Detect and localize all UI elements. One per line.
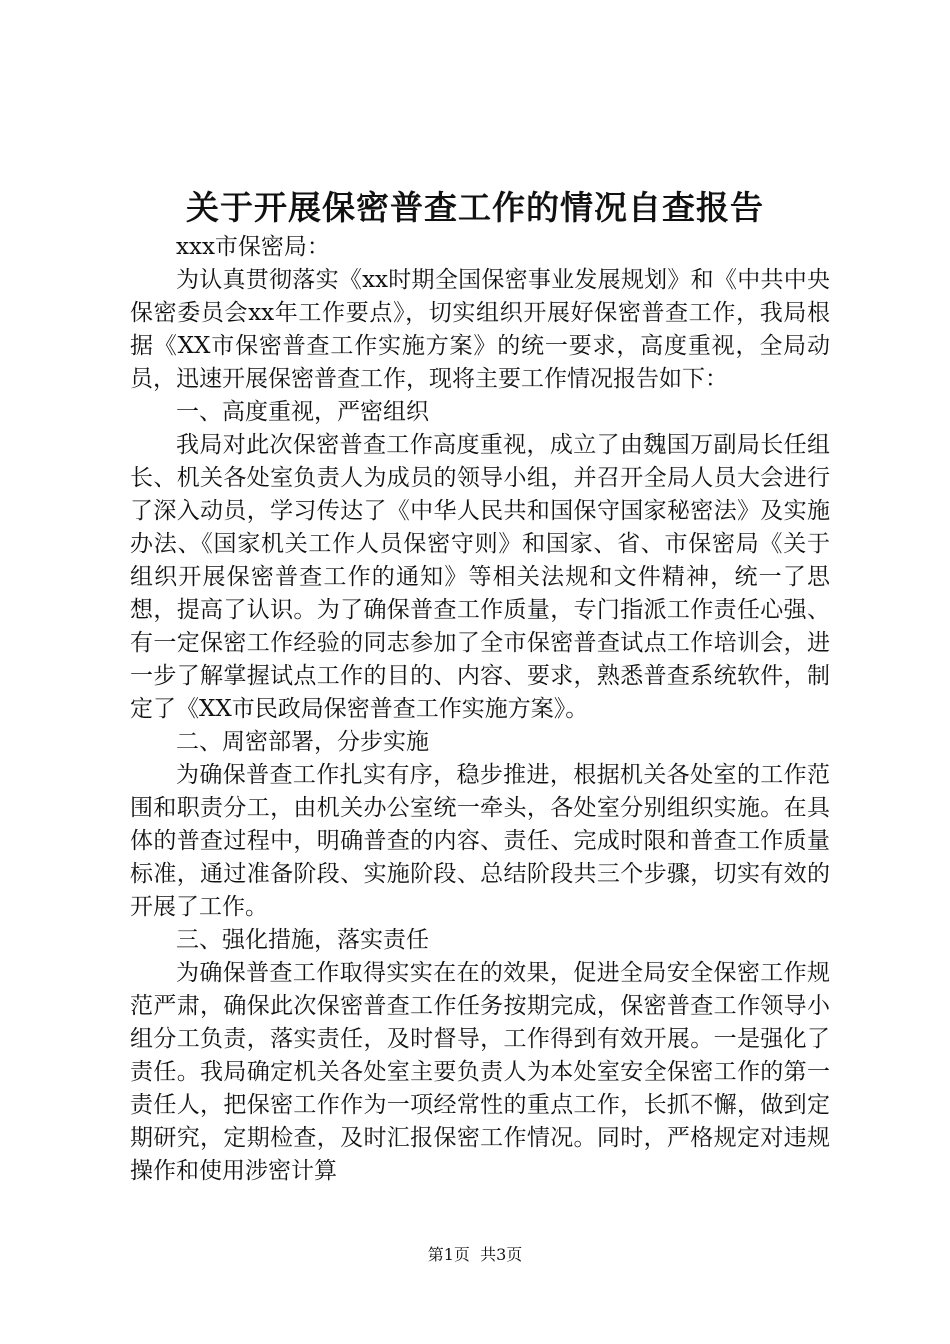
section-heading-1: 一、高度重视，严密组织 — [176, 399, 429, 425]
addressee-line: xxx市保密局： — [176, 234, 330, 260]
page-number-label: 第1页 共3页 — [427, 1245, 523, 1264]
document-body — [130, 231, 830, 1188]
section-3-paragraph: 为确保普查工作取得实实在在的效果，促进全局安全保密工作规范严肃，确保此次保密普查工作任务按期完成，保密普查工作领导小组分工负责，落实责任，及时督导，工作得到有效开展。一是强化了责任。我局确定机关各处室主要负责人为本处室安全保密工作的第一责任人，把保密工作作为一项经常性的重点工作，长抓不懈，做到定期研究，定期检查，及时汇报保密工作情况。同时，严格规定对违规操作和使用涉密计算 — [130, 960, 830, 1184]
section-1-paragraph: 我局对此次保密普查工作高度重视，成立了由魏国万副局长任组长、机关各处室负责人为成员的领导小组，并召开全局人员大会进行了深入动员，学习传达了《中华人民共和国保守国家秘密法》及实施办法、《国家机关工作人员保密守则》和国家、省、市保密局《关于组织开展保密普查工作的通知》等相关法规和文件精神，统一了思想，提高了认识。为了确保普查工作质量，专门指派工作责任心强、有一定保密工作经验的同志参加了全市保密普查试点工作培训会，进一步了解掌握试点工作的目的、内容、要求，熟悉普查系统软件，制定了《XX市民政局保密普查工作实施方案》。 — [130, 432, 830, 722]
section-heading-3: 三、强化措施，落实责任 — [176, 927, 429, 953]
page-footer — [0, 1244, 950, 1266]
document-title: 关于开展保密普查工作的情况自查报告 — [186, 188, 764, 227]
section-heading-2: 二、周密部署，分步实施 — [176, 729, 429, 755]
section-2-paragraph: 为确保普查工作扎实有序，稳步推进，根据机关各处室的工作范围和职责分工，由机关办公室统一牵头，各处室分别组织实施。在具体的普查过程中，明确普查的内容、责任、完成时限和普查工作质量标准，通过准备阶段、实施阶段、总结阶段共三个步骤，切实有效的开展了工作。 — [130, 762, 830, 920]
intro-paragraph: 为认真贯彻落实《xx时期全国保密事业发展规划》和《中共中央保密委员会xx年工作要点》，切实组织开展好保密普查工作，我局根据《XX市保密普查工作实施方案》的统一要求，高度重视，全局动员，迅速开展保密普查工作，现将主要工作情况报告如下： — [130, 267, 830, 392]
